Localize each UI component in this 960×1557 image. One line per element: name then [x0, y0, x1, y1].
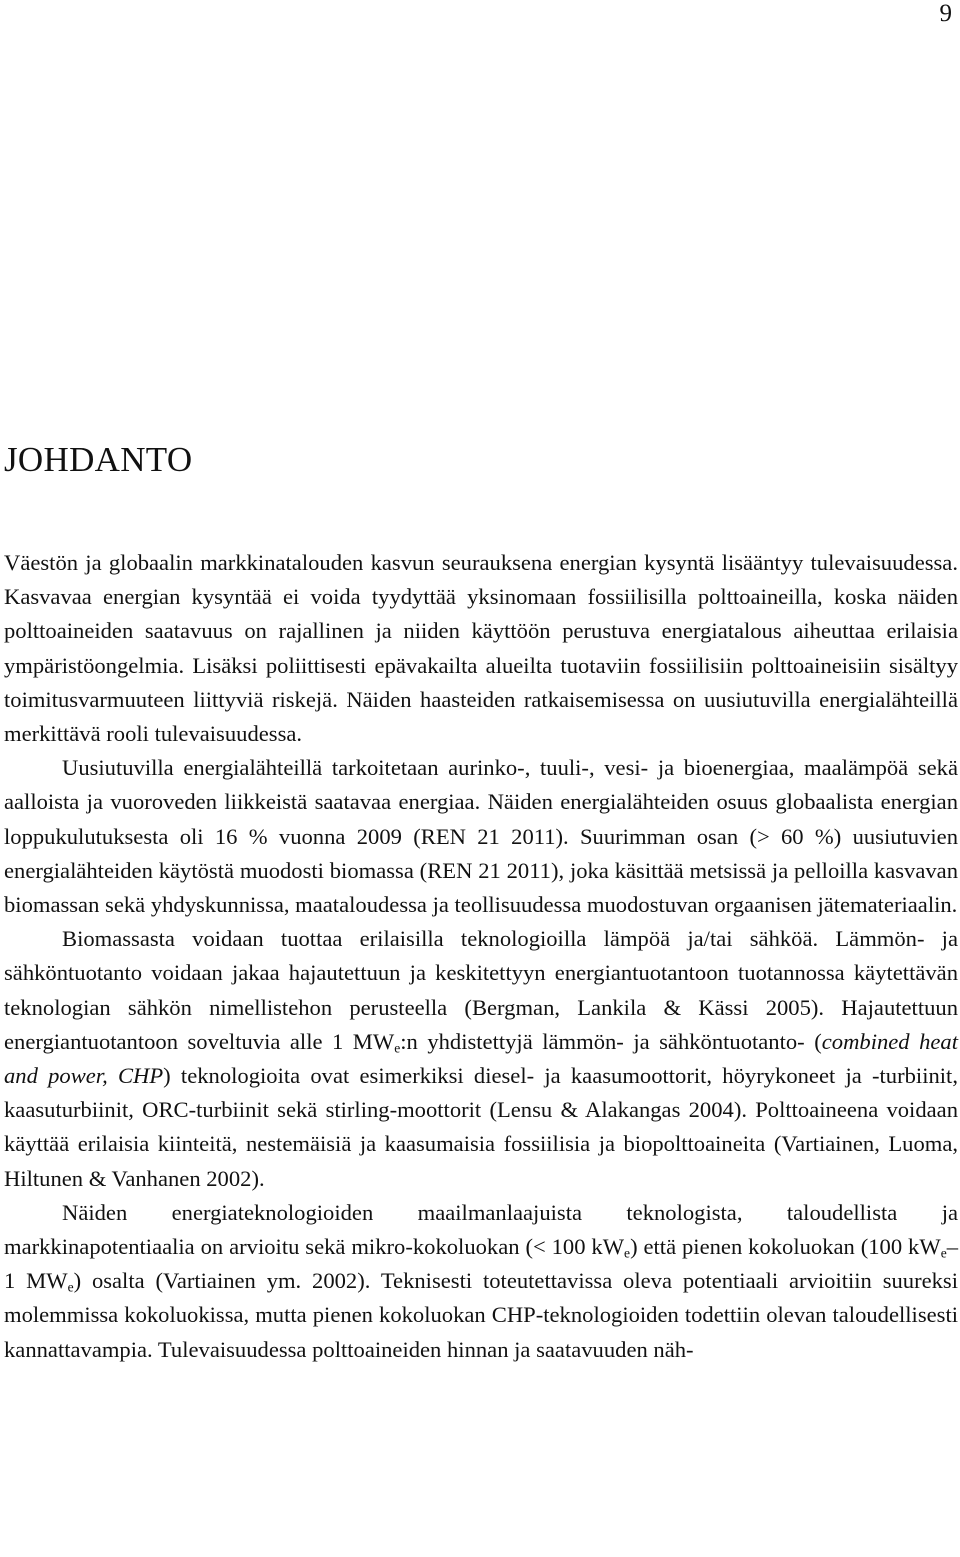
- paragraph-1: Väestön ja globaalin markkinatalouden kasvun seurauksena energian kysyntä lisääntyy tulevaisuudessa. Kasvavaa energian kysyntää ei voida tyydyttää yksinomaan fossiilisilla polttoaineilla, koska näiden polttoaineiden saatavuus on rajallinen ja niiden käyttöön perustuva energiatalous aiheuttaa erilaisia ympäristöongelmia. Lisäksi poliittisesti epävakailta alueilta tuotaviin fossiilisiin polttoaineisiin sisältyy toimitusvarmuuteen liittyviä riskejä. Näiden haasteiden ratkaisemisessa on uusiutuvilla energialähteillä merkittävä rooli tulevaisuudessa.: [4, 550, 958, 747]
- paragraph-2: Uusiutuvilla energialähteillä tarkoitetaan aurinko-, tuuli-, vesi- ja bioenergiaa, maalämpöä sekä aalloista ja vuoroveden liikkeistä saatavaa energiaa. Näiden energialähteiden osuus globaalista energian loppukulutuksesta oli 16 % vuonna 2009 (REN 21 2011). Suurimman osan (> 60 %) uusiutuvien energialähteiden käytöstä muodosti biomassa (REN 21 2011), joka käsittää metsissä ja pelloilla kasvavan biomassan sekä yhdyskunnissa, maataloudessa ja teollisuudessa muodostuvan orgaanisen jätemateriaalin.: [4, 755, 958, 918]
- italic-term: combined heat and power, CHP: [4, 1028, 958, 1089]
- text-run: :n yhdistettyjä lämmön- ja sähköntuotanto- (: [400, 1028, 822, 1054]
- body-text: [4, 546, 958, 1367]
- text-run: –1 MW: [4, 1234, 958, 1294]
- chapter-heading: JOHDANTO: [4, 440, 193, 479]
- subscript: e: [394, 1040, 401, 1056]
- subscript: e: [67, 1279, 74, 1295]
- text-run: Biomassasta voidaan tuottaa erilaisilla teknologioilla lämpöä ja/tai sähköä. Lämmön- ja sähköntuotanto voidaan jakaa hajautettuun ja keskitettyyn energiantuotantoon tuotannossa käytettävän teknologian sähkön nimellistehon perusteella (Bergman, Lankila & Kässi 2005). Hajautettuun energiantuotantoon soveltuvia alle 1 MW: [4, 926, 958, 1054]
- text-run: ) että pienen kokoluokan (100 kW: [630, 1234, 941, 1260]
- page-number: 9: [939, 0, 952, 27]
- subscript: e: [624, 1245, 631, 1261]
- text-run: ) osalta (Vartiainen ym. 2002). Teknisesti toteutettavissa oleva potentiaali arvioitiin suureksi molemmissa kokoluokissa, mutta pienen kokoluokan CHP-teknologioiden todettiin olevan taloudellisesti kannattavampia. Tulevaisuudessa polttoaineiden hinnan ja saatavuuden näh-: [4, 1268, 958, 1362]
- paragraph-4: [4, 1196, 958, 1367]
- text-run: Näiden energiateknologioiden maailmanlaajuista teknologista, taloudellista ja markkinapotentiaalia on arvioitu sekä mikro-kokoluokan (< 100 kW: [4, 1199, 958, 1260]
- text-run: ) teknologioita ovat esimerkiksi diesel- ja kaasumoottorit, höyrykoneet ja -turbiinit, kaasuturbiinit, ORC-turbiinit sekä stirling-moottorit (Lensu & Alakangas 2004). Polttoaineena voidaan käyttää erilaisia kiinteitä, nestemäisiä ja kaasumaisia fossiilisia ja biopolttoaineita (Vartiainen, Luoma, Hiltunen & Vanhanen 2002).: [4, 1063, 958, 1191]
- paragraph-3: [4, 922, 958, 1196]
- subscript: e: [940, 1245, 947, 1261]
